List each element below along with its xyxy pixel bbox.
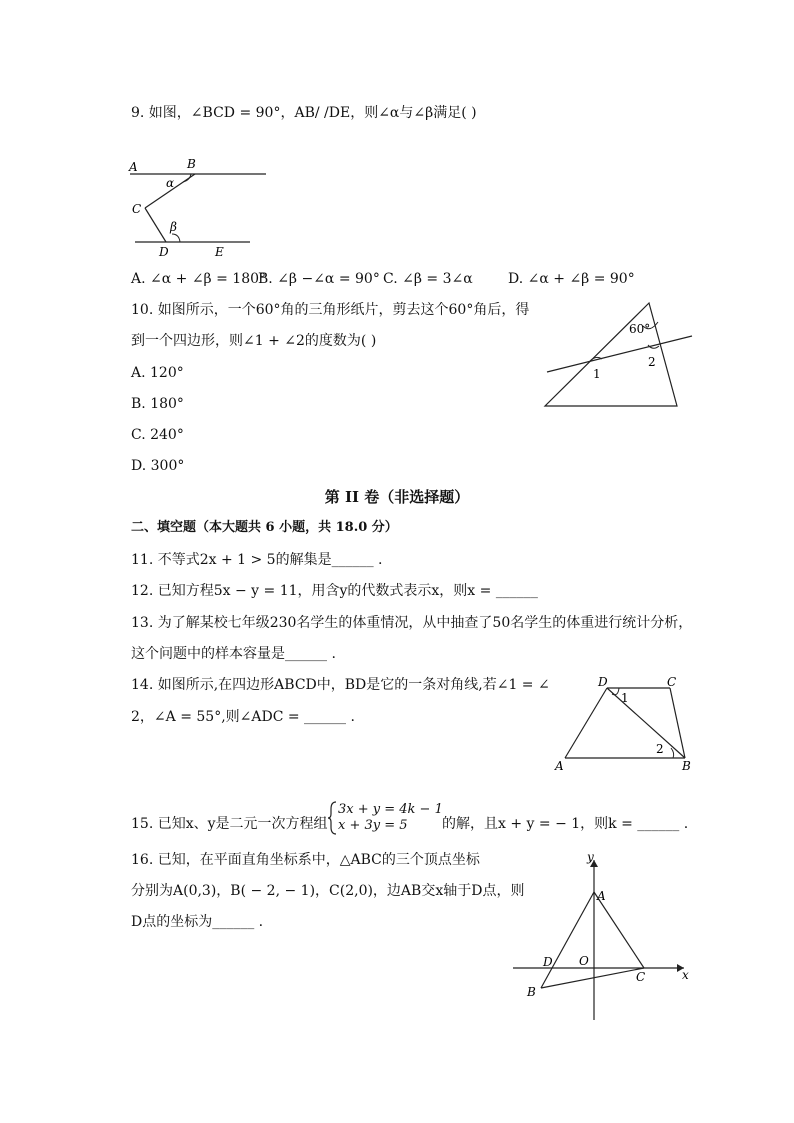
q16-label-C: C [636, 970, 646, 984]
q16-label-y: y [587, 850, 594, 864]
q9-label-D: D [159, 245, 169, 259]
q16-label-A: A [597, 889, 606, 903]
q16-label-x: x [682, 968, 689, 982]
q14-line1: 14. 如图所示,在四边形ABCD中，BD是它的一条对角线,若∠1 = ∠ [131, 677, 550, 693]
q10-figure [540, 298, 700, 413]
q16-label-O: O [579, 954, 589, 968]
q10-option-c: C. 240° [131, 427, 184, 443]
q15-suffix: 的解，且x + y = − 1，则k = ______ . [442, 816, 689, 832]
q14-label-B: B [682, 759, 691, 773]
q11-text: 11. 不等式2x + 1 > 5的解集是______ . [131, 552, 383, 568]
q16-line1: 16. 已知，在平面直角坐标系中，△ABC的三个顶点坐标 [131, 852, 480, 868]
q15-eq2: x + 3y = 5 [338, 818, 408, 833]
q10-option-a: A. 120° [131, 365, 184, 381]
q9-label-alpha: α [166, 176, 175, 190]
q13-line1: 13. 为了解某校七年级230名学生的体重情况，从中抽查了50名学生的体重进行统计分析， [131, 615, 693, 631]
q9-option-c: C. ∠β = 3∠α [383, 271, 473, 287]
q10-label-1: 1 [593, 367, 601, 381]
q13-line2: 这个问题中的样本容量是______ . [131, 646, 336, 662]
q9-figure [120, 150, 280, 265]
q15-brace [327, 800, 337, 836]
q9-label-A: A [129, 160, 138, 174]
q16-label-B: B [527, 985, 536, 999]
section-subtitle: 二、填空题（本大题共 6 小题，共 18.0 分） [131, 520, 398, 535]
q12-text: 12. 已知方程5x − y = 11，用含y的代数式表示x，则x = ______ [131, 583, 538, 599]
q14-label-C: C [667, 675, 677, 689]
q9-option-b: B. ∠β −∠α = 90° [258, 271, 380, 287]
q9-option-a: A. ∠α + ∠β = 180° [131, 271, 267, 287]
q15-prefix: 15. 已知x、y是二元一次方程组 [131, 816, 328, 832]
q14-label-2: 2 [656, 742, 664, 756]
q16-line2: 分别为A(0,3)，B( − 2, − 1)，C(2,0)，边AB交x轴于D点，则 [131, 883, 525, 899]
q9-label-beta: β [170, 220, 177, 234]
q10-option-d: D. 300° [131, 458, 185, 474]
q14-line2: 2，∠A = 55°,则∠ADC = ______ . [131, 709, 355, 725]
q9-stem: 9. 如图，∠BCD = 90°，AB/ /DE，则∠α与∠β满足( ) [131, 105, 477, 121]
q10-label-60: 60° [629, 322, 651, 336]
q9-label-E: E [215, 245, 224, 259]
q16-line3: D点的坐标为______ . [131, 914, 264, 930]
q14-figure [550, 672, 700, 776]
q9-label-C: C [132, 202, 142, 216]
q14-label-1: 1 [621, 691, 629, 705]
q16-figure [508, 848, 698, 1024]
q10-line1: 10. 如图所示，一个60°角的三角形纸片，剪去这个60°角后，得 [131, 302, 530, 318]
section-title: 第 II 卷（非选择题） [324, 488, 470, 506]
q10-line2: 到一个四边形，则∠1 + ∠2的度数为( ) [131, 333, 377, 349]
q14-label-D: D [598, 675, 608, 689]
q15-eq1: 3x + y = 4k − 1 [338, 802, 443, 817]
q9-label-B: B [187, 157, 196, 171]
q10-option-b: B. 180° [131, 396, 184, 412]
q14-label-A: A [555, 759, 564, 773]
q9-option-d: D. ∠α + ∠β = 90° [508, 271, 635, 287]
q16-label-D: D [543, 955, 553, 969]
q10-label-2: 2 [648, 355, 656, 369]
